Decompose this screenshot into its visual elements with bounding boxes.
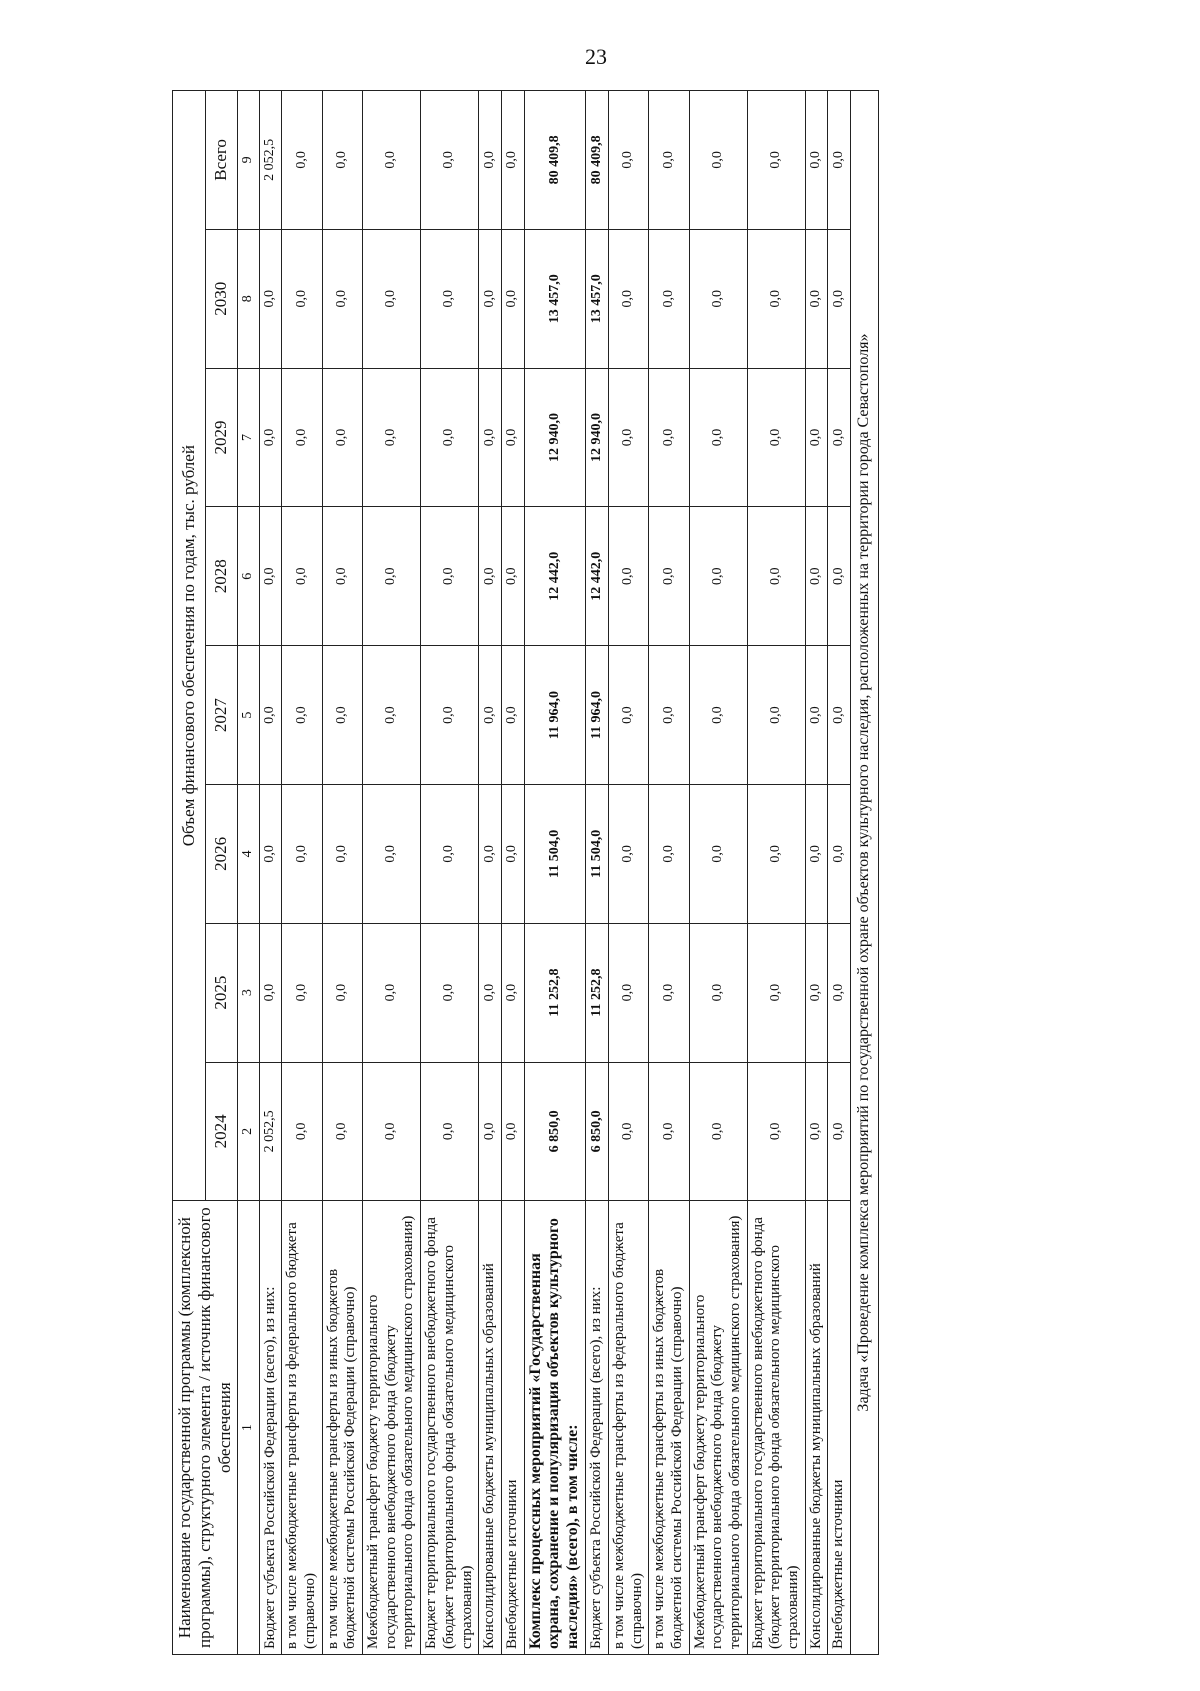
row-value-cell: 0,0 [501, 91, 524, 230]
row-source-name: в том числе межбюджетные трансферты из федерального бюджета (справочно) [608, 1201, 648, 1655]
header-index-4: 5 [238, 646, 260, 785]
row-value-cell: 0,0 [322, 923, 362, 1062]
row-value-cell: 0,0 [282, 923, 322, 1062]
table-row [421, 91, 479, 1655]
row-value-cell: 0,0 [421, 923, 479, 1062]
row-value-cell: 13 457,0 [586, 229, 609, 368]
row-value-cell: 0,0 [747, 784, 805, 923]
row-value-cell: 0,0 [421, 91, 479, 230]
row-value-cell: 0,0 [282, 229, 322, 368]
row-value-cell: 0,0 [282, 784, 322, 923]
row-value-cell: 0,0 [259, 646, 282, 785]
row-value-cell: 80 409,8 [586, 91, 609, 230]
row-value-cell: 0,0 [747, 923, 805, 1062]
table-body [259, 91, 878, 1655]
row-value-cell: 11 252,8 [586, 923, 609, 1062]
table-row [586, 91, 609, 1655]
header-year-0: 2024 [205, 1062, 238, 1201]
row-value-cell: 6 850,0 [586, 1062, 609, 1201]
row-source-name: в том числе межбюджетные трансферты из иных бюджетов бюджетной системы Российской Федерации (справочно) [322, 1201, 362, 1655]
row-value-cell: 0,0 [805, 507, 828, 646]
row-source-name: Бюджет территориального государственного внебюджетного фонда (бюджет территориального фонда обязательного медицинского страхования) [747, 1201, 805, 1655]
row-value-cell: 2 052,5 [259, 91, 282, 230]
table-row [363, 91, 421, 1655]
row-value-cell: 0,0 [282, 368, 322, 507]
row-value-cell: 0,0 [322, 784, 362, 923]
row-value-cell: 0,0 [747, 1062, 805, 1201]
row-value-cell: 2 052,5 [259, 1062, 282, 1201]
row-value-cell: 80 409,8 [524, 91, 586, 230]
row-value-cell: 0,0 [322, 368, 362, 507]
row-value-cell: 0,0 [608, 229, 648, 368]
row-value-cell: 0,0 [322, 91, 362, 230]
row-value-cell: 0,0 [479, 368, 502, 507]
row-value-cell: 0,0 [282, 1062, 322, 1201]
row-value-cell: 0,0 [501, 784, 524, 923]
row-value-cell: 0,0 [828, 229, 851, 368]
row-value-cell: 0,0 [805, 784, 828, 923]
row-value-cell: 0,0 [805, 1062, 828, 1201]
row-value-cell: 0,0 [828, 646, 851, 785]
rotated-table-container [172, 90, 1072, 1655]
row-value-cell: 0,0 [608, 91, 648, 230]
table-row [649, 91, 689, 1655]
row-value-cell: 0,0 [282, 646, 322, 785]
row-value-cell: 0,0 [479, 229, 502, 368]
row-value-cell: 0,0 [828, 368, 851, 507]
row-value-cell: 0,0 [689, 1062, 747, 1201]
row-value-cell: 0,0 [363, 91, 421, 230]
row-value-cell: 0,0 [501, 507, 524, 646]
row-value-cell: 0,0 [608, 923, 648, 1062]
row-value-cell: 0,0 [649, 229, 689, 368]
row-value-cell: 0,0 [689, 368, 747, 507]
row-value-cell: 0,0 [828, 784, 851, 923]
header-index-6: 7 [238, 368, 260, 507]
task-row [851, 91, 879, 1655]
row-value-cell: 0,0 [421, 646, 479, 785]
table-row [805, 91, 828, 1655]
row-value-cell: 0,0 [282, 91, 322, 230]
row-value-cell: 0,0 [828, 923, 851, 1062]
row-source-name: Бюджет субъекта Российской Федерации (всего), из них: [586, 1201, 609, 1655]
header-index-2: 3 [238, 923, 260, 1062]
financing-table [172, 90, 879, 1655]
row-value-cell: 0,0 [828, 91, 851, 230]
row-value-cell: 0,0 [322, 507, 362, 646]
row-value-cell: 0,0 [479, 91, 502, 230]
row-value-cell: 0,0 [805, 368, 828, 507]
row-source-name: в том числе межбюджетные трансферты из иных бюджетов бюджетной системы Российской Федерации (справочно) [649, 1201, 689, 1655]
row-value-cell: 0,0 [479, 646, 502, 785]
row-value-cell: 0,0 [689, 91, 747, 230]
row-value-cell: 0,0 [649, 923, 689, 1062]
row-value-cell: 0,0 [501, 229, 524, 368]
row-source-name: Консолидированные бюджеты муниципальных образований [805, 1201, 828, 1655]
row-value-cell: 0,0 [501, 923, 524, 1062]
page-number: 23 [585, 44, 607, 69]
row-value-cell: 0,0 [363, 646, 421, 785]
row-value-cell: 0,0 [805, 229, 828, 368]
row-value-cell: 0,0 [608, 368, 648, 507]
row-value-cell: 0,0 [363, 1062, 421, 1201]
row-source-name: Бюджет территориального государственного внебюджетного фонда (бюджет территориального фонда обязательного медицинского страхования) [421, 1201, 479, 1655]
row-value-cell: 13 457,0 [524, 229, 586, 368]
row-value-cell: 0,0 [479, 1062, 502, 1201]
row-value-cell: 0,0 [805, 91, 828, 230]
header-index-1: 2 [238, 1062, 260, 1201]
row-value-cell: 0,0 [421, 368, 479, 507]
header-index-0: 1 [238, 1201, 260, 1655]
table-row [747, 91, 805, 1655]
row-value-cell: 0,0 [421, 784, 479, 923]
row-value-cell: 0,0 [608, 646, 648, 785]
row-value-cell: 0,0 [649, 91, 689, 230]
row-value-cell: 0,0 [805, 646, 828, 785]
row-value-cell: 0,0 [747, 229, 805, 368]
table-row [524, 91, 586, 1655]
header-volume-column: Объем финансового обеспечения по годам, тыс. рублей [173, 91, 206, 1201]
row-value-cell: 0,0 [479, 507, 502, 646]
row-source-name: Комплекс процессных мероприятий «Государственная охрана, сохранение и популяризация объектов культурного наследия» (всего), в том числе: [524, 1201, 586, 1655]
row-value-cell: 0,0 [689, 923, 747, 1062]
row-value-cell: 0,0 [259, 784, 282, 923]
table-row [689, 91, 747, 1655]
row-value-cell: 0,0 [828, 1062, 851, 1201]
row-value-cell: 0,0 [805, 923, 828, 1062]
row-value-cell: 0,0 [501, 646, 524, 785]
row-value-cell: 0,0 [282, 507, 322, 646]
row-value-cell: 0,0 [608, 1062, 648, 1201]
row-source-name: Межбюджетный трансферт бюджету территориального государственного внебюджетного фонда (бюджету территориального фонда обязательного медицинского страхования) [689, 1201, 747, 1655]
row-value-cell: 0,0 [259, 507, 282, 646]
row-value-cell: 0,0 [608, 507, 648, 646]
row-value-cell: 0,0 [689, 507, 747, 646]
header-index-8: 9 [238, 91, 260, 230]
row-value-cell: 11 504,0 [586, 784, 609, 923]
row-value-cell: 0,0 [501, 1062, 524, 1201]
task-text: Задача «Проведение комплекса мероприятий по государственной охране объектов культурного наследия, расположенных на территории города Севастополя» [851, 91, 879, 1655]
row-value-cell: 12 442,0 [524, 507, 586, 646]
row-value-cell: 12 940,0 [524, 368, 586, 507]
row-value-cell: 0,0 [363, 784, 421, 923]
row-value-cell: 0,0 [689, 646, 747, 785]
row-value-cell: 0,0 [689, 229, 747, 368]
row-value-cell: 0,0 [649, 368, 689, 507]
header-index-3: 4 [238, 784, 260, 923]
row-value-cell: 0,0 [259, 923, 282, 1062]
row-value-cell: 0,0 [421, 1062, 479, 1201]
table-row [828, 91, 851, 1655]
header-year-7: Всего [205, 91, 238, 230]
row-value-cell: 0,0 [828, 507, 851, 646]
row-source-name: в том числе межбюджетные трансферты из федерального бюджета (справочно) [282, 1201, 322, 1655]
table-row [501, 91, 524, 1655]
table-row [322, 91, 362, 1655]
row-value-cell: 0,0 [649, 646, 689, 785]
header-name-column: Наименование государственной программы (комплексной программы), структурного элемента / источник финансового обеспечения [173, 1201, 238, 1655]
row-value-cell: 0,0 [479, 784, 502, 923]
row-value-cell: 0,0 [259, 368, 282, 507]
row-value-cell: 11 964,0 [524, 646, 586, 785]
header-index-row [238, 91, 260, 1655]
row-value-cell: 0,0 [649, 507, 689, 646]
row-value-cell: 0,0 [322, 229, 362, 368]
table-row [282, 91, 322, 1655]
row-value-cell: 0,0 [421, 229, 479, 368]
row-value-cell: 0,0 [747, 368, 805, 507]
row-value-cell: 0,0 [608, 784, 648, 923]
table-row [479, 91, 502, 1655]
row-value-cell: 0,0 [421, 507, 479, 646]
header-year-1: 2025 [205, 923, 238, 1062]
row-value-cell: 0,0 [747, 646, 805, 785]
header-year-2: 2026 [205, 784, 238, 923]
row-value-cell: 12 442,0 [586, 507, 609, 646]
row-value-cell: 0,0 [363, 229, 421, 368]
row-value-cell: 0,0 [363, 507, 421, 646]
row-source-name: Внебюджетные источники [501, 1201, 524, 1655]
row-value-cell: 12 940,0 [586, 368, 609, 507]
header-index-7: 8 [238, 229, 260, 368]
row-value-cell: 0,0 [649, 784, 689, 923]
row-value-cell: 0,0 [689, 784, 747, 923]
row-source-name: Консолидированные бюджеты муниципальных образований [479, 1201, 502, 1655]
row-value-cell: 0,0 [363, 368, 421, 507]
row-value-cell: 0,0 [479, 923, 502, 1062]
row-value-cell: 11 504,0 [524, 784, 586, 923]
row-value-cell: 0,0 [747, 91, 805, 230]
row-source-name: Межбюджетный трансферт бюджету территориального государственного внебюджетного фонда (бюджету территориального фонда обязательного медицинского страхования) [363, 1201, 421, 1655]
row-value-cell: 0,0 [322, 646, 362, 785]
row-value-cell: 0,0 [363, 923, 421, 1062]
row-value-cell: 11 964,0 [586, 646, 609, 785]
header-year-3: 2027 [205, 646, 238, 785]
row-source-name: Бюджет субъекта Российской Федерации (всего), из них: [259, 1201, 282, 1655]
row-source-name: Внебюджетные источники [828, 1201, 851, 1655]
header-year-4: 2028 [205, 507, 238, 646]
row-value-cell: 6 850,0 [524, 1062, 586, 1201]
header-year-5: 2029 [205, 368, 238, 507]
row-value-cell: 0,0 [259, 229, 282, 368]
row-value-cell: 11 252,8 [524, 923, 586, 1062]
header-index-5: 6 [238, 507, 260, 646]
table-row [608, 91, 648, 1655]
table-row [259, 91, 282, 1655]
row-value-cell: 0,0 [322, 1062, 362, 1201]
header-year-6: 2030 [205, 229, 238, 368]
row-value-cell: 0,0 [501, 368, 524, 507]
row-value-cell: 0,0 [649, 1062, 689, 1201]
row-value-cell: 0,0 [747, 507, 805, 646]
